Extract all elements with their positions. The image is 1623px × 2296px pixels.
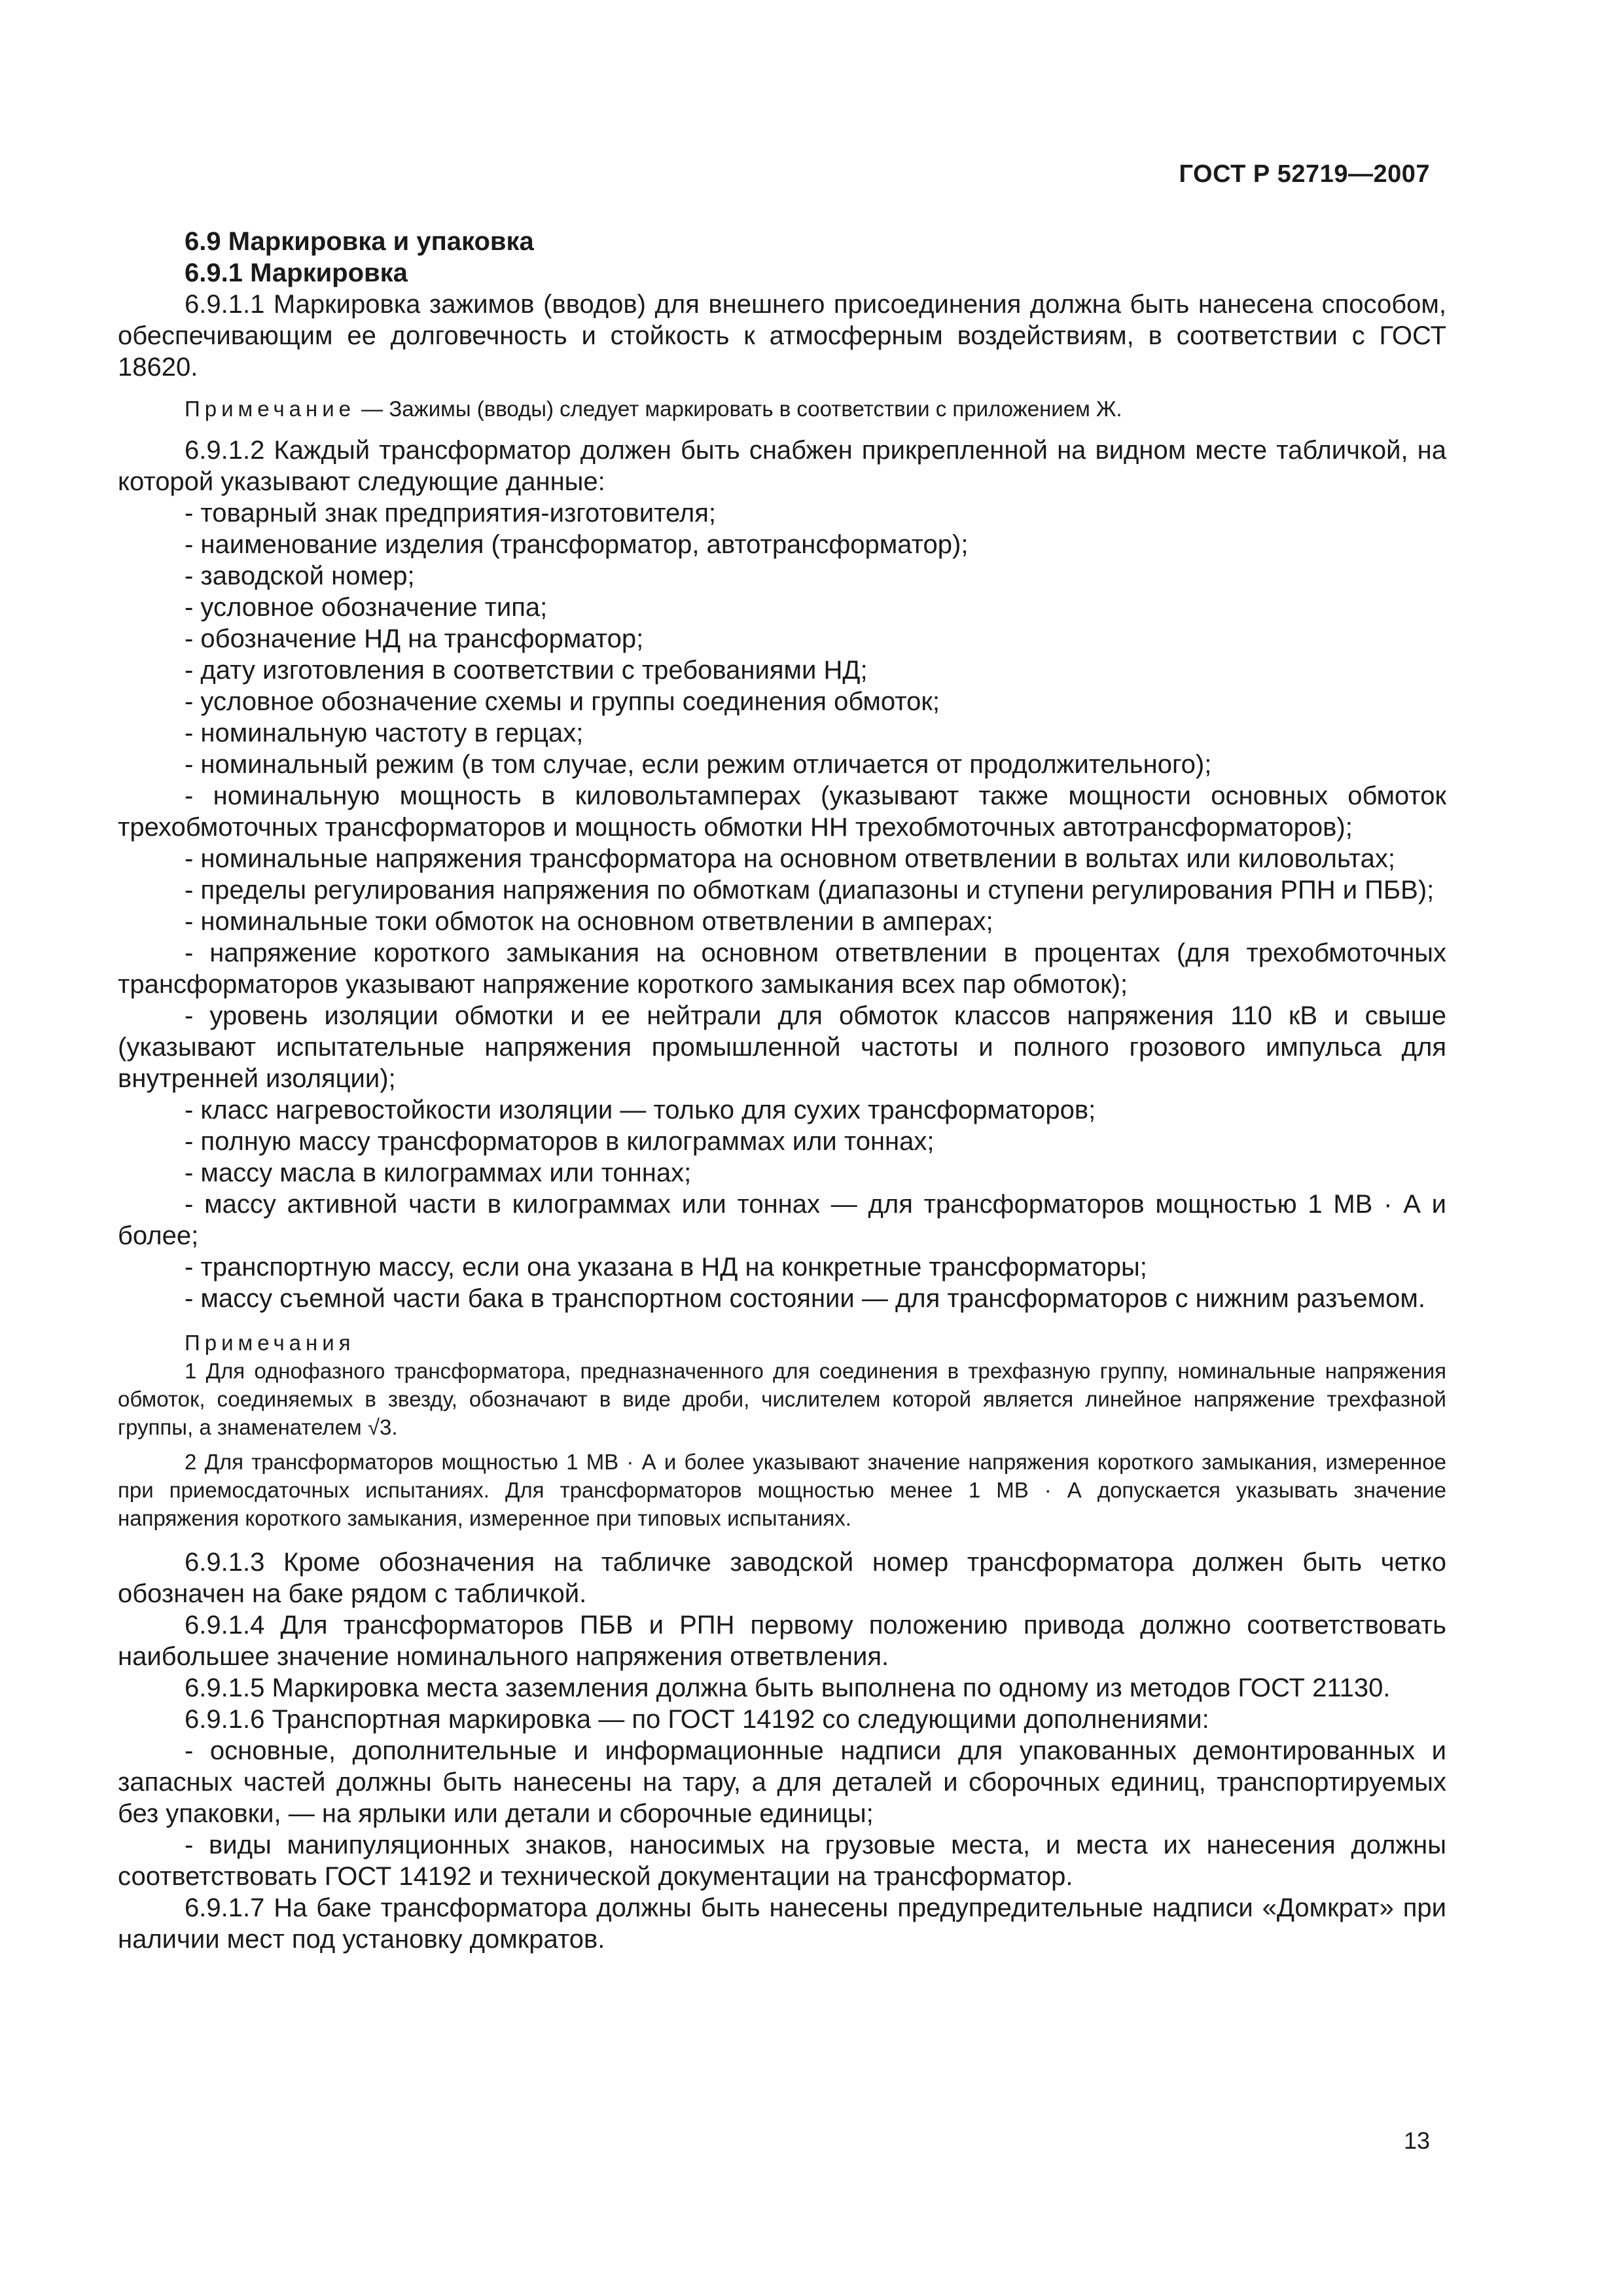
list-item: - массу масла в килограммах или тоннах;	[185, 1158, 692, 1187]
note-item: 1 Для однофазного трансформатора, предназначенного для соединения в трехфазную группу, номинальные напряжения обмоток, соединяемых в звезду, обозначают в виде дроби, числителем которой является линейное напряжение трехфазной группы, а знаменателем √3.	[118, 1359, 1446, 1439]
list-item: - условное обозначение схемы и группы соединения обмоток;	[185, 687, 940, 716]
document-header: ГОСТ Р 52719—2007	[1179, 160, 1430, 188]
page-number: 13	[1403, 2127, 1430, 2154]
list-item: - напряжение короткого замыкания на основном ответвлении в процентах (для трехобмоточных трансформаторов указывают напряжение короткого замыкания всех пар обмоток);	[118, 939, 1446, 999]
note-text: — Зажимы (вводы) следует маркировать в соответствии с приложением Ж.	[355, 397, 1122, 421]
subsection-title: 6.9.1 Маркировка	[185, 259, 408, 287]
list-item: - номинальные токи обмоток на основном ответвлении в амперах;	[185, 907, 993, 936]
list-item: - номинальный режим (в том случае, если режим отличается от продолжительного);	[185, 750, 1212, 779]
list-item: - номинальную частоту в герцах;	[185, 719, 584, 747]
notes-heading: Примечания	[185, 1331, 355, 1355]
list-item: - основные, дополнительные и информационные надписи для упакованных демонтированных и запасных частей должны быть нанесены на тару, а для деталей и сборочных единиц, транспортируемых без упаковки, — на ярлыки или детали и сборочные единицы;	[118, 1736, 1446, 1828]
list-item: - условное обозначение типа;	[185, 593, 548, 622]
list-item: - дату изготовления в соответствии с требованиями НД;	[185, 656, 868, 685]
paragraph-6-9-1-4: 6.9.1.4 Для трансформаторов ПБВ и РПН первому положению привода должно соответствовать наибольшее значение номинального напряжения ответвления.	[118, 1611, 1446, 1671]
note-item: 2 Для трансформаторов мощностью 1 МВ · А и более указывают значение напряжения короткого замыкания, измеренное при приемосдаточных испытаниях. Для трансформаторов мощностью менее 1 МВ · А допускается указывать значение напряжения короткого замыкания, измеренное при типовых испытаниях.	[118, 1450, 1446, 1530]
paragraph-6-9-1-2: 6.9.1.2 Каждый трансформатор должен быть снабжен прикрепленной на видном месте табличкой, на которой указывают следующие данные:	[118, 436, 1446, 496]
paragraph-6-9-1-5: 6.9.1.5 Маркировка места заземления должна быть выполнена по одному из методов ГОСТ 21130.	[185, 1674, 1391, 1702]
list-item: - заводской номер;	[185, 562, 415, 590]
list-item: - виды манипуляционных знаков, наносимых на грузовые места, и места их нанесения должны соответствовать ГОСТ 14192 и технической документации на трансформатор.	[118, 1831, 1446, 1891]
list-item: - номинальные напряжения трансформатора на основном ответвлении в вольтах или киловольтах;	[185, 844, 1395, 873]
section-title: 6.9 Маркировка и упаковка	[185, 227, 534, 256]
list-item: - товарный знак предприятия-изготовителя;	[185, 499, 716, 528]
note-label: Примечание	[185, 397, 356, 421]
list-item: - массу съемной части бака в транспортном состоянии — для трансформаторов с нижним разъемом.	[185, 1284, 1426, 1313]
list-item: - уровень изоляции обмотки и ее нейтрали для обмоток классов напряжения 110 кВ и свыше (указывают испытательные напряжения промышленной частоты и полного грозового импульса для внутренней изоляции);	[118, 1001, 1446, 1093]
paragraph-6-9-1-3: 6.9.1.3 Кроме обозначения на табличке заводской номер трансформатора должен быть четко обозначен на баке рядом с табличкой.	[118, 1548, 1446, 1608]
paragraph-6-9-1-6: 6.9.1.6 Транспортная маркировка — по ГОСТ 14192 со следующими дополнениями:	[185, 1705, 1209, 1734]
paragraph-6-9-1-1: 6.9.1.1 Маркировка зажимов (вводов) для внешнего присоединения должна быть нанесена способом, обеспечивающим ее долговечность и стойкость к атмосферным воздействиям, в соответствии с ГОСТ 18620.	[118, 290, 1446, 382]
list-item: - номинальную мощность в киловольтамперах (указывают также мощности основных обмоток трехобмоточных трансформаторов и мощность обмотки НН трехобмоточных автотрансформаторов);	[118, 781, 1446, 842]
list-item: - полную массу трансформаторов в килограммах или тоннах;	[185, 1127, 935, 1156]
list-item: - массу активной части в килограммах или тоннах — для трансформаторов мощностью 1 МВ · А и более;	[118, 1190, 1446, 1250]
list-item: - обозначение НД на трансформатор;	[185, 624, 644, 653]
note-1	[118, 395, 1446, 423]
list-item: - наименование изделия (трансформатор, автотрансформатор);	[185, 530, 969, 559]
list-item: - транспортную массу, если она указана в НД на конкретные трансформаторы;	[185, 1253, 1147, 1282]
list-item: - пределы регулирования напряжения по обмоткам (диапазоны и ступени регулирования РПН и ПБВ);	[185, 876, 1435, 905]
list-item: - класс нагревостойкости изоляции — только для сухих трансформаторов;	[185, 1096, 1096, 1124]
page-content	[118, 226, 1446, 1955]
paragraph-6-9-1-7: 6.9.1.7 На баке трансформатора должны быть нанесены предупредительные надписи «Домкрат» при наличии мест под установку домкратов.	[118, 1893, 1446, 1954]
